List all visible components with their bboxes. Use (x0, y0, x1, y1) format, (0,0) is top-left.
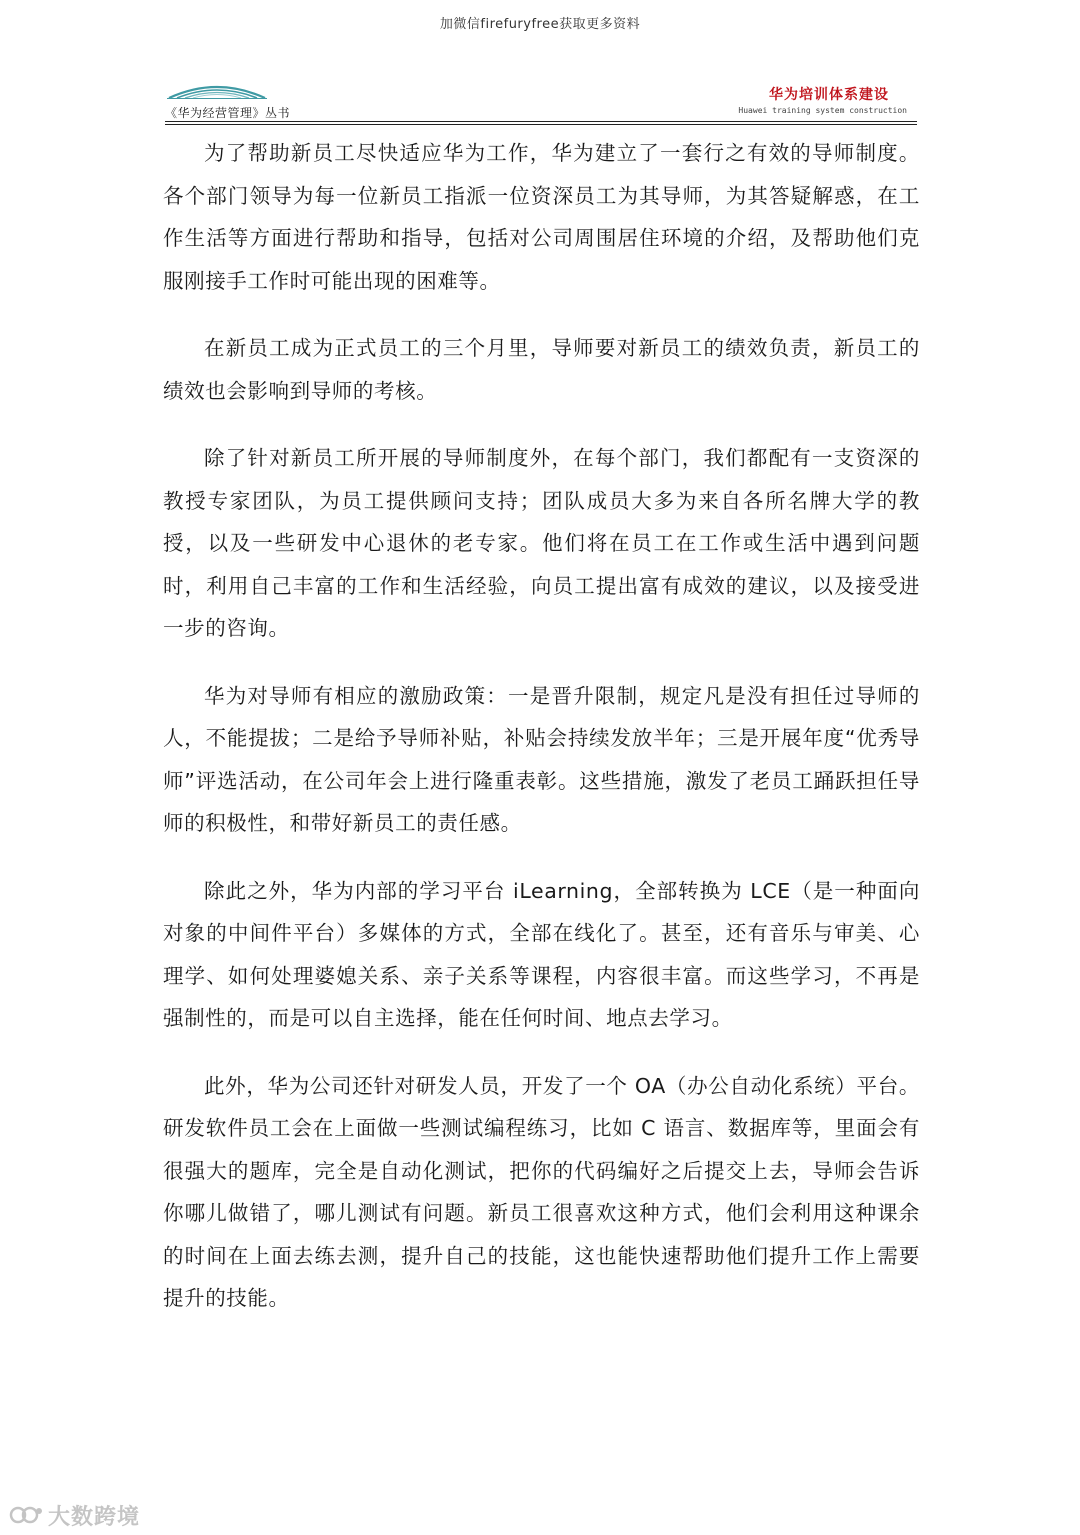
paragraph-expert-team: 除了针对新员工所开展的导师制度外，在每个部门，我们都配有一支资深的教授专家团队，为员工提供顾问支持；团队成员大多为来自各所名牌大学的教授，以及一些研发中心退休的老专家。他们将在员工在工作或生活中遇到问题时，利用自己丰富的工作和生活经验，向员工提出富有成效的建议，以及接受进一步的咨询。 (163, 446, 920, 640)
top-note: 加微信firefuryfree获取更多资料 (439, 17, 641, 32)
paragraph-oa-platform: 此外，华为公司还针对研发人员，开发了一个 OA（办公自动化系统）平台。研发软件员工会在上面做一些测试编程练习，比如 C 语言、数据库等，里面会有很强大的题库，完全是自动化测试，把你的代码编好之后提交上去，导师会告诉你哪儿做错了，哪儿测试有问题。新员工很喜欢这种方式，他们会利用这种课余的时间在上面去练去测，提升自己的技能，这也能快速帮助他们提升工作上需要提升的技能。 (163, 1073, 920, 1310)
body-text (163, 132, 920, 1345)
header-rule-secondary (165, 124, 917, 125)
watermark-logo-icon (8, 1502, 44, 1528)
paragraph-ilearning: 除此之外，华为内部的学习平台 iLearning，全部转换为 LCE（是一种面向对象的中间件平台）多媒体的方式，全部在线化了。甚至，还有音乐与审美、心理学、如何处理婆媳关系、亲子关系等课程，内容很丰富。而这些学习，不再是强制性的，而是可以自主选择，能在任何时间、地点去学习。 (163, 878, 920, 1030)
watermark-text: 大数跨境 (48, 1504, 141, 1530)
series-title: 《华为经营管理》丛书 (165, 106, 291, 120)
header-rule (165, 121, 917, 122)
watermark (8, 1500, 140, 1530)
document-subtitle: Huawei training system construction (738, 106, 907, 115)
document-title: 华为培训体系建设 (769, 87, 889, 103)
paragraph-mentor-system: 为了帮助新员工尽快适应华为工作，华为建立了一套行之有效的导师制度。各个部门领导为每一位新员工指派一位资深员工为其导师，为其答疑解惑，在工作生活等方面进行帮助和指导，包括对公司周围居住环境的介绍，及帮助他们克服刚接手工作时可能出现的困难等。 (163, 141, 920, 293)
paragraph-mentor-performance: 在新员工成为正式员工的三个月里，导师要对新员工的绩效负责，新员工的绩效也会影响到导师的考核。 (163, 336, 920, 403)
logo-icon (167, 78, 267, 100)
page-header (165, 78, 917, 126)
paragraph-mentor-incentives: 华为对导师有相应的激励政策：一是晋升限制，规定凡是没有担任过导师的人，不能提拔；二是给予导师补贴，补贴会持续发放半年；三是开展年度“优秀导师”评选活动，在公司年会上进行隆重表彰。这些措施，激发了老员工踊跃担任导师的积极性，和带好新员工的责任感。 (163, 683, 920, 835)
